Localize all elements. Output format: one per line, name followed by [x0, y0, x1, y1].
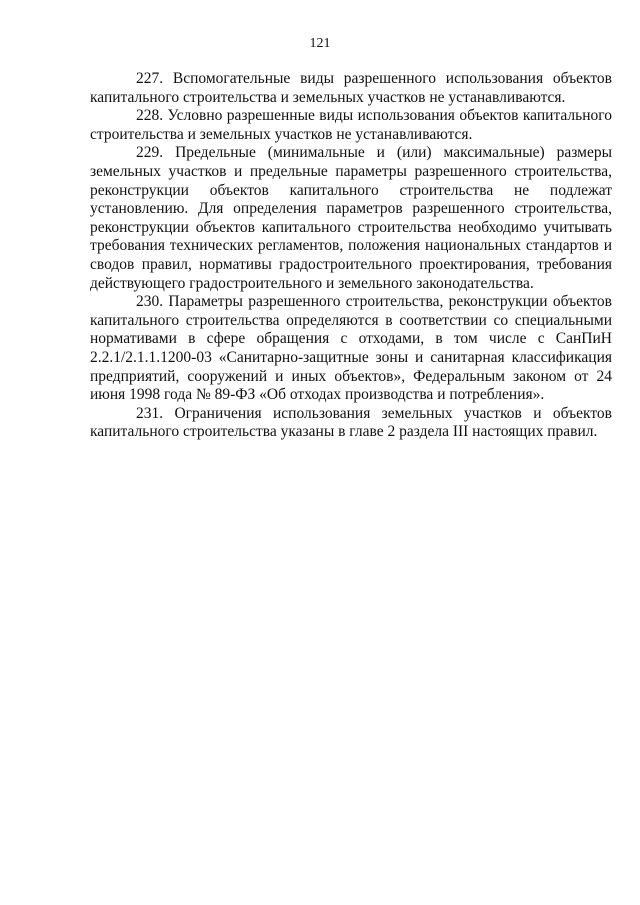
paragraph-227: 227. Вспомогательные виды разрешенного использования объектов капитального строительства и земельных участков не устанавливаются.: [90, 70, 612, 106]
paragraph-229: 229. Предельные (минимальные и (или) максимальные) размеры земельных участков и предельные параметры разрешенного строительства, реконструкции объектов капитального строительства не подлежат установлению. Для определения параметров разрешенного строительства, реконструкции объектов капитального строительства необходимо учитывать требования технических регламентов, положения национальных стандартов и сводов правил, нормативы градостроительного проектирования, требования действующего градостроительного и земельного законодательства.: [90, 144, 612, 292]
paragraph-230: 230. Параметры разрешенного строительства, реконструкции объектов капитального строительства определяются в соответствии со специальными нормативами в сфере обращения с отходами, в том числе с СанПиН 2.2.1/2.1.1.1200-03 «Санитарно-защитные зоны и санитарная классификация предприятий, сооружений и иных объектов», Федеральным законом от 24 июня 1998 года № 89-ФЗ «Об отходах производства и потребления».: [90, 293, 612, 404]
page-number: 121: [309, 36, 331, 51]
paragraph-231: 231. Ограничения использования земельных участков и объектов капитального строительства указаны в главе 2 раздела III настоящих правил.: [90, 404, 612, 441]
paragraph-228: 228. Условно разрешенные виды использования объектов капитального строительства и земельных участков не устанавливаются.: [90, 107, 612, 143]
document-body: [90, 70, 612, 442]
